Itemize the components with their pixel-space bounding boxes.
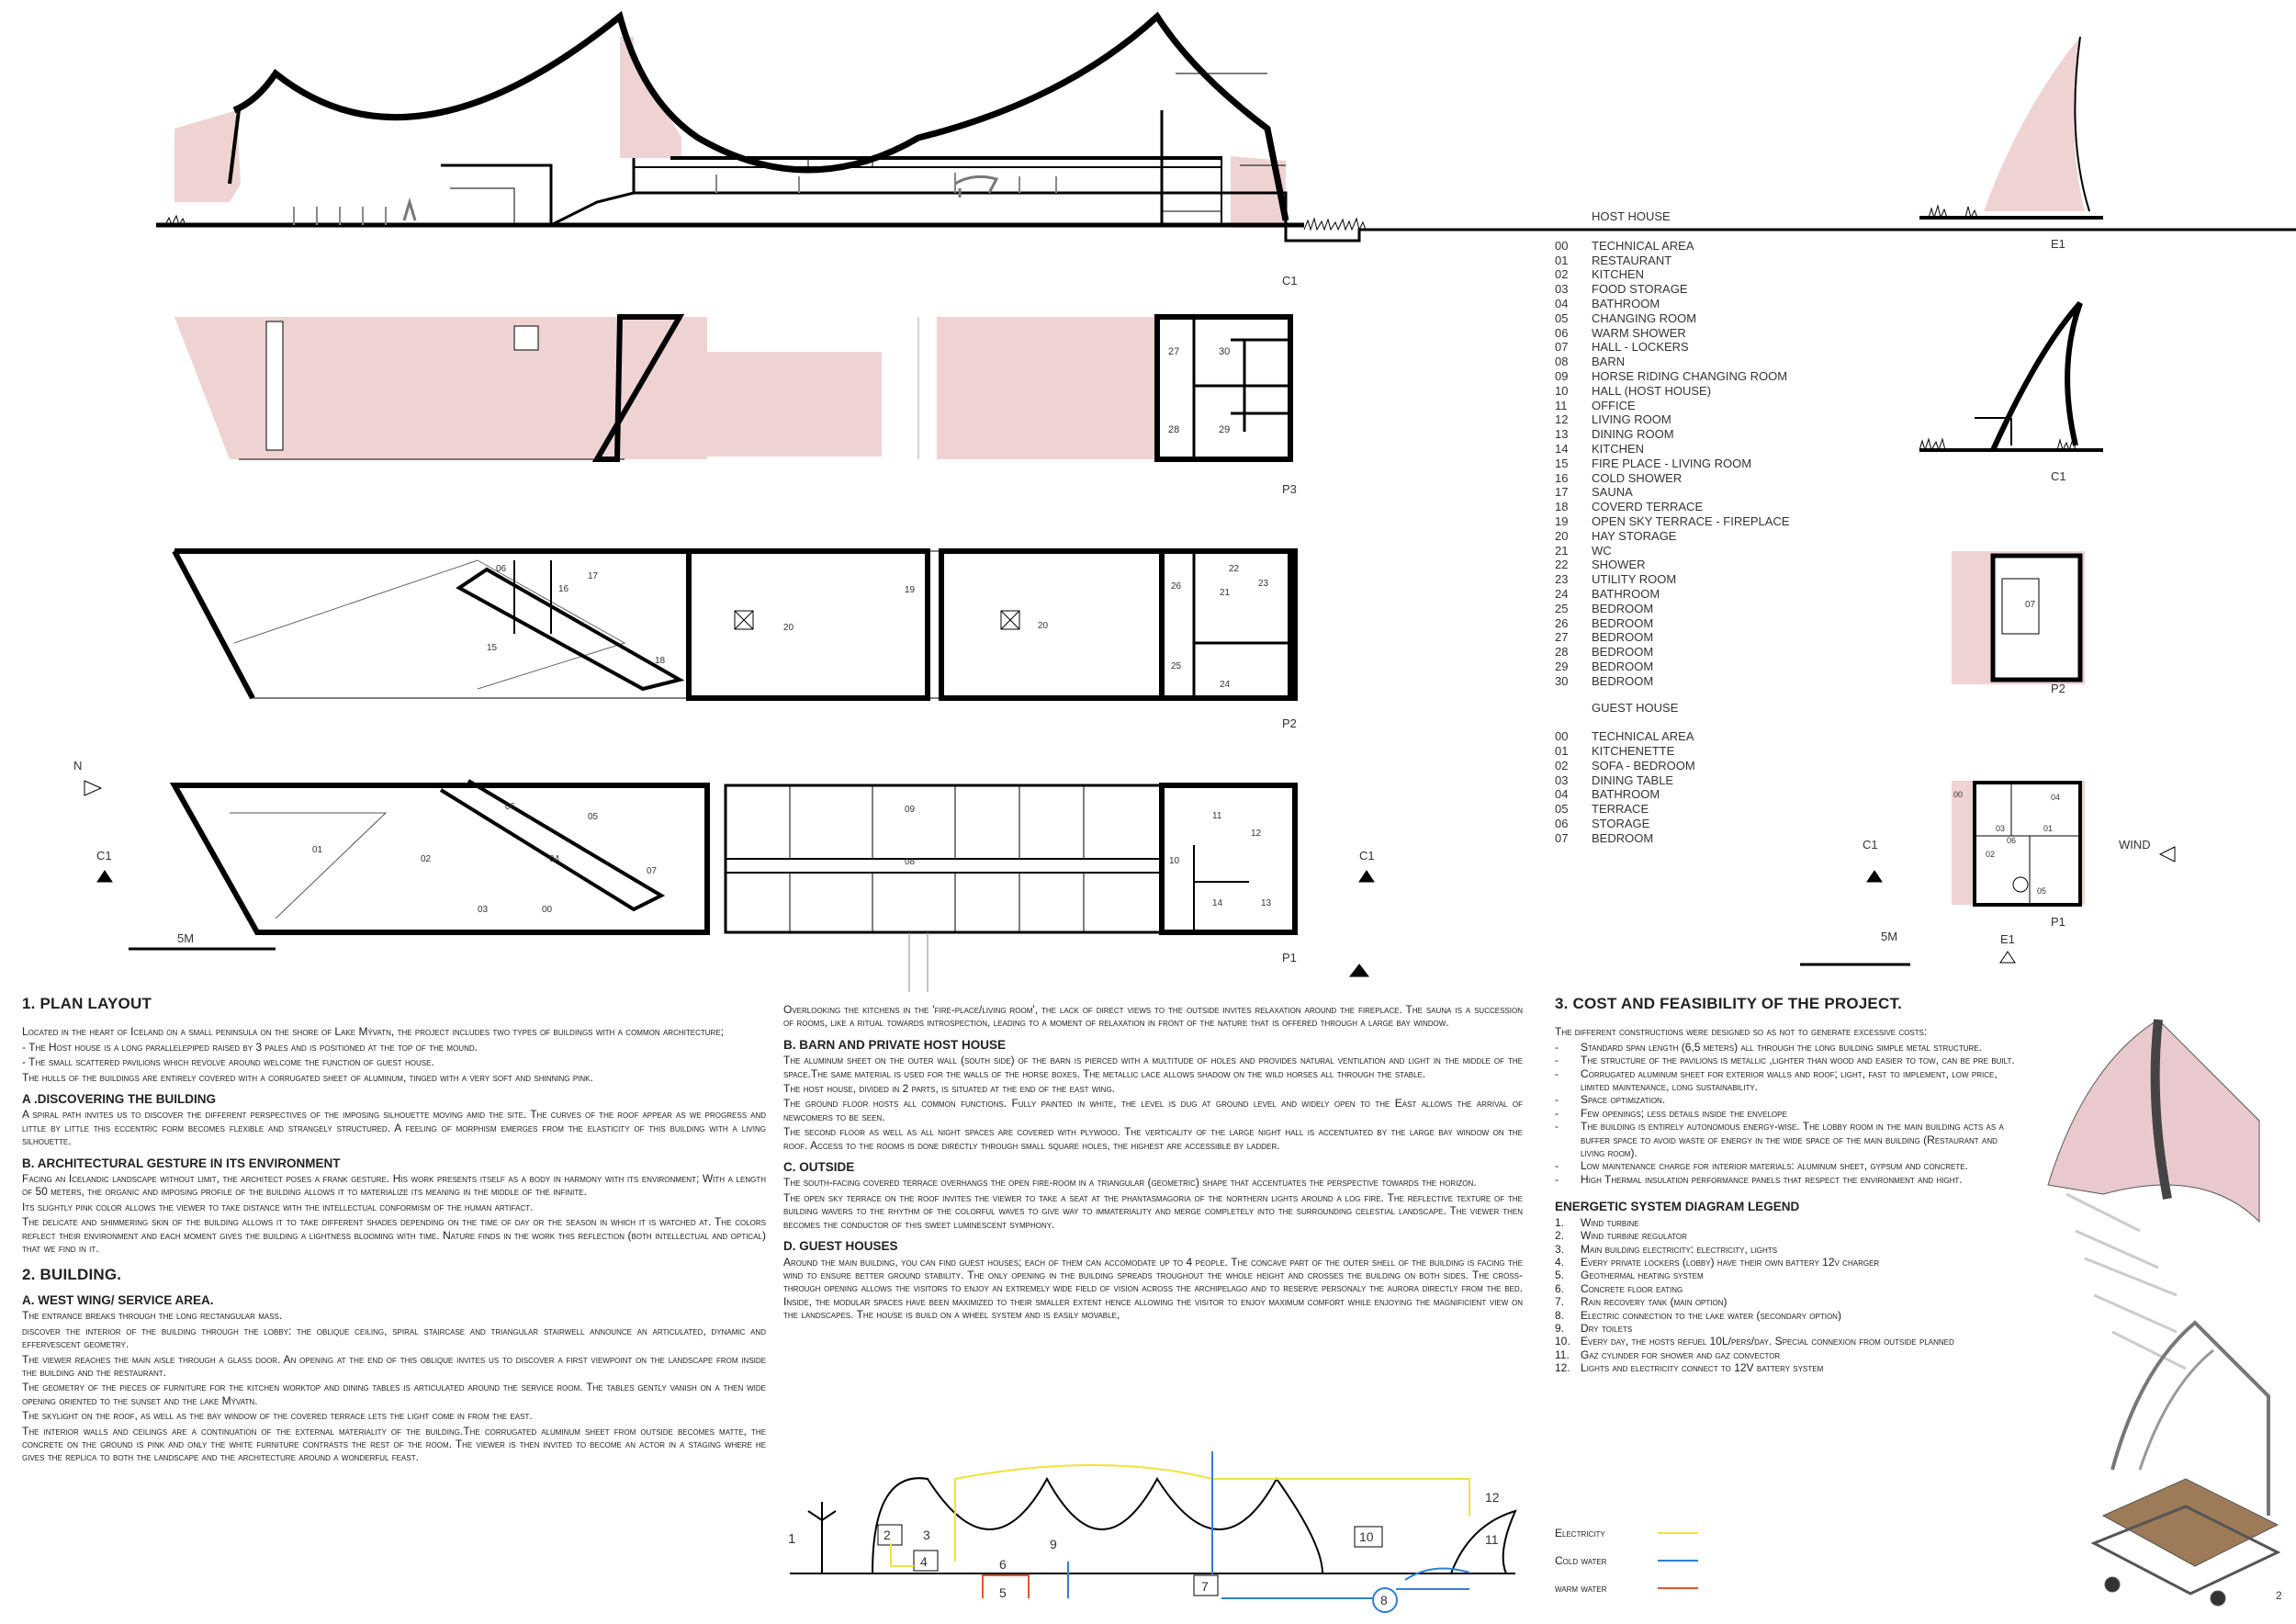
cut-right-label: C1	[1359, 849, 1375, 863]
room-19: 19	[905, 585, 916, 595]
room-16: 16	[558, 584, 569, 594]
bullet: -	[1555, 1172, 1559, 1186]
gesture-heading: B. ARCHITECTURAL GESTURE IN ITS ENVIRONMENT	[22, 1156, 341, 1170]
guest-room-number: 06	[1555, 817, 1569, 831]
guest-room-07: 07	[2025, 600, 2036, 610]
host-room-number: 12	[1555, 412, 1569, 427]
diagram-num-4: 4	[920, 1554, 928, 1569]
west-wing-text-3: The viewer reaches the main aisle through a glass door. An opening at the end of this oblique invites us to discover a first viewpoint on the landscape from inside the building and the restaurant.	[22, 1352, 766, 1379]
room-23: 23	[1258, 579, 1269, 589]
room-30: 30	[1219, 346, 1231, 357]
guest-house-title: GUEST HOUSE	[1592, 700, 1679, 715]
outside-heading: C. OUTSIDE	[783, 1160, 855, 1175]
host-room-number: 01	[1555, 253, 1569, 267]
diagram-num-7: 7	[1201, 1579, 1209, 1594]
room-27: 27	[1168, 346, 1180, 357]
plan-layout-p3: - The small scattered pavilions which revolve around welcome the function of guest house.	[22, 1055, 434, 1069]
diagram-num-5: 5	[999, 1585, 1007, 1600]
host-room-number: 04	[1555, 296, 1569, 310]
energy-item-text: Dry toilets	[1581, 1321, 1633, 1335]
energy-item-number: 12.	[1555, 1361, 1570, 1375]
cost-item-text: High Thermal insulation performance panels that respect the environment and hight.	[1581, 1172, 1963, 1186]
energy-item-text: Wind turbine regulator	[1581, 1229, 1687, 1243]
room-15: 15	[487, 643, 498, 653]
bullet: -	[1555, 1066, 1559, 1080]
guest-room-number: 02	[1555, 758, 1569, 773]
host-room-number: 19	[1555, 513, 1569, 528]
room-00: 00	[542, 905, 553, 915]
west-wing-text-2: discover the interior of the building through the lobby: the oblique ceiling, spiral staircase and triangular stairwell announce an articulated, dynamic and effervescent geometry.	[22, 1324, 766, 1351]
host-room-name: CHANGING ROOM	[1592, 310, 1697, 325]
guest-room-number: 03	[1555, 773, 1569, 787]
room-14: 14	[1212, 898, 1223, 908]
energy-item-text: Every private lockers (lobby) have their own battery 12v charger	[1581, 1255, 1880, 1269]
key-cold-label: Cold water	[1555, 1554, 1607, 1567]
cost-item-text: Standard span length (6,5 meters) all through the long building simple metal structure.	[1581, 1040, 1982, 1054]
host-room-number: 17	[1555, 485, 1569, 500]
host-room-number: 27	[1555, 630, 1569, 645]
room-25: 25	[1171, 661, 1182, 671]
energy-item-number: 4.	[1555, 1255, 1565, 1269]
host-room-name: BARN	[1592, 355, 1626, 369]
energy-item-number: 3.	[1555, 1242, 1565, 1256]
host-room-name: KITCHEN	[1592, 267, 1645, 282]
plan-p1-label: P1	[1282, 951, 1297, 964]
host-room-number: 11	[1555, 398, 1568, 412]
guest-room-name: TECHNICAL AREA	[1592, 729, 1694, 744]
guest-room-01: 01	[2043, 824, 2054, 833]
discovering-text: A spiral path invites us to discover the different perspectives of the imposing silhouette moving amid the site. The curves of the roof appear as we progress and little by little this eccentric form becomes flexible and strangely structured. A feeling of morphism emerges from the elasticity of this building with a living silhouette.	[22, 1108, 766, 1148]
guest-room-number: 05	[1555, 802, 1569, 817]
energy-item-number: 11.	[1555, 1348, 1570, 1361]
energy-item-text: Concrete floor eating	[1581, 1281, 1683, 1295]
key-warm-label: warm water	[1555, 1582, 1607, 1595]
energy-item-text: Every day, the hosts refuel 10L/pers/day. Special connexion from outside planned	[1581, 1335, 1954, 1348]
guest-p2-label: P2	[2051, 682, 2065, 695]
host-room-name: HAY STORAGE	[1592, 528, 1677, 543]
host-room-name: OPEN SKY TERRACE - FIREPLACE	[1592, 513, 1790, 528]
overlooking-text: Overlooking the kitchens in the 'fire-place/living room', the lack of direct views to the outside invites relaxation around the fireplace. The sauna is a succession of rooms, like a ritual towards introspection, leading to a moment of relaxation in front of the nature that is offered through a large bay window.	[783, 1003, 1523, 1030]
guest-room-name: STORAGE	[1592, 817, 1650, 831]
host-room-name: HALL - LOCKERS	[1592, 340, 1689, 355]
room-20b: 20	[1038, 621, 1049, 631]
host-room-name: TECHNICAL AREA	[1592, 238, 1694, 253]
key-electricity-label: Electricity	[1555, 1527, 1605, 1539]
room-29: 29	[1219, 424, 1231, 435]
room-26: 26	[1171, 581, 1182, 592]
room-17: 17	[588, 571, 599, 581]
guest-room-name: KITCHENETTE	[1592, 744, 1675, 759]
west-wing-heading: A. WEST WING/ SERVICE AREA.	[22, 1292, 214, 1307]
cost-item-text: Few openings; less details inside the envelope	[1581, 1106, 1787, 1120]
plan-layout-p2: - The Host house is a long parallelepiped raised by 3 pales and is positioned at the top of the mound.	[22, 1040, 478, 1054]
cost-intro: The different constructions were designed so as not to generate excessive costs:	[1555, 1025, 1928, 1039]
plan-layout-p1: Located in the heart of Iceland on a small peninsula on the shore of Lake Mývatn, the project includes two types of buildings with a common architecture;	[22, 1025, 724, 1039]
guest-room-number: 01	[1555, 744, 1569, 759]
building-heading: 2. BUILDING.	[22, 1265, 122, 1283]
host-room-number: 14	[1555, 441, 1569, 456]
room-07: 07	[647, 866, 658, 876]
guest-room-number: 07	[1555, 830, 1569, 845]
diagram-num-1: 1	[788, 1531, 796, 1547]
host-room-number: 15	[1555, 456, 1569, 470]
plan-p3-label: P3	[1282, 482, 1297, 496]
barn-text-4: The second floor as well as all night spaces are covered with plywood. The verticality of the large night hall is accentuated by the large bay window on the roof. Access to the rooms is done directly through small square holes, the highest are accessible by ladder.	[783, 1125, 1523, 1152]
host-room-number: 09	[1555, 368, 1569, 383]
room-12: 12	[1251, 829, 1262, 839]
guest-room-05: 05	[2037, 886, 2047, 896]
diagram-num-10: 10	[1359, 1529, 1374, 1544]
bullet: -	[1555, 1159, 1559, 1173]
host-room-name: SHOWER	[1592, 558, 1646, 572]
energy-item-text: Wind turbine	[1581, 1215, 1639, 1229]
guest-room-number: 04	[1555, 787, 1569, 802]
scale-left-label: 5M	[177, 931, 195, 945]
cost-item-text: Low maintenance charge for interior materials: aluminum sheet, gypsum and concrete.	[1581, 1159, 1968, 1173]
host-room-number: 05	[1555, 310, 1569, 325]
room-22: 22	[1229, 564, 1240, 574]
host-room-number: 26	[1555, 615, 1569, 630]
guest-room-number: 00	[1555, 729, 1569, 744]
room-11: 11	[1212, 811, 1222, 821]
host-room-name: WC	[1592, 543, 1612, 558]
host-room-number: 16	[1555, 470, 1569, 485]
diagram-num-8: 8	[1380, 1593, 1388, 1607]
host-room-name: FOOD STORAGE	[1592, 282, 1688, 297]
room-24: 24	[1220, 680, 1231, 690]
diagram-num-3: 3	[923, 1528, 930, 1542]
bullet: -	[1555, 1120, 1559, 1133]
room-05: 05	[588, 812, 599, 822]
host-room-name: BEDROOM	[1592, 673, 1654, 688]
guest-scale-label: 5M	[1881, 930, 1898, 943]
room-10: 10	[1169, 856, 1180, 866]
barn-text-2: The host house, divided in 2 parts, is situated at the end of the east wing.	[783, 1082, 1116, 1096]
host-room-name: SAUNA	[1592, 485, 1633, 500]
host-room-name: BEDROOM	[1592, 615, 1654, 630]
room-09: 09	[905, 805, 916, 815]
energy-heading: ENERGETIC SYSTEM DIAGRAM LEGEND	[1555, 1200, 1800, 1214]
guest-houses-heading: D. GUEST HOUSES	[783, 1239, 898, 1254]
outside-text-1: The south-facing covered terrace overhangs the open fire-room in a triangular (geometric) shape that accentuates the perspective towards the horizon.	[783, 1176, 1477, 1190]
energy-item-number: 10.	[1555, 1335, 1570, 1348]
host-room-name: WARM SHOWER	[1592, 325, 1686, 340]
west-wing-text-4: The geometry of the pieces of furniture for the kitchen worktop and dining tables is articulated around the service room. The tables gently vanish on a then wide opening oriented to the sunset and the lake Mývatn.	[22, 1381, 766, 1407]
host-room-name: BEDROOM	[1592, 630, 1654, 645]
diagram-num-2: 2	[884, 1528, 891, 1542]
host-room-number: 07	[1555, 340, 1569, 355]
energy-item-number: 7.	[1555, 1295, 1565, 1309]
guest-room-02: 02	[1986, 850, 1996, 859]
host-room-number: 06	[1555, 325, 1569, 340]
energy-item-number: 2.	[1555, 1229, 1565, 1243]
energy-item-number: 6.	[1555, 1281, 1565, 1295]
west-wing-text-5: The skylight on the roof, as well as the bay window of the covered terrace lets the light come in from the east.	[22, 1409, 533, 1423]
room-01: 01	[312, 845, 323, 855]
host-room-name: UTILITY ROOM	[1592, 572, 1677, 587]
guest-room-name: BEDROOM	[1592, 830, 1654, 845]
gesture-text-2: Its slightly pink color allows the viewer to take distance with the intellectual conformism of the human artifact.	[22, 1200, 534, 1213]
host-room-name: COLD SHOWER	[1592, 470, 1683, 485]
energy-item-text: Main building electricity: electricity, lights	[1581, 1242, 1778, 1256]
host-room-number: 08	[1555, 355, 1569, 369]
guest-room-03: 03	[1996, 824, 2006, 833]
room-03: 03	[478, 905, 489, 915]
room-13: 13	[1261, 898, 1272, 908]
host-room-name: BATHROOM	[1592, 586, 1660, 601]
energy-item-text: Geothermal heating system	[1581, 1269, 1704, 1282]
energy-item-text: Rain recovery tank (main option)	[1581, 1295, 1728, 1309]
guest-cut-label: C1	[1863, 838, 1878, 851]
host-room-number: 03	[1555, 282, 1569, 297]
guest-room-name: DINING TABLE	[1592, 773, 1674, 787]
host-room-name: DINING ROOM	[1592, 427, 1674, 442]
room-20a: 20	[783, 623, 794, 633]
plan-layout-p4: The hulls of the buildings are entirely covered with a corrugated sheet of aluminum, tinged with a very soft and shinning pink.	[22, 1070, 593, 1084]
host-room-name: BEDROOM	[1592, 645, 1654, 660]
diagram-num-9: 9	[1050, 1537, 1057, 1551]
gesture-text-3: The delicate and shimmering skin of the building allows it to take different shades depending on the time of day or the season in which it is watched at. The colors reflect their environment and each moment gives the building a lightness blooming with time. Nature finds in the work this reflection (both intellectual and optical) that we find in it.	[22, 1215, 766, 1256]
discovering-heading: A .DISCOVERING THE BUILDING	[22, 1092, 217, 1107]
host-room-number: 13	[1555, 427, 1569, 442]
host-room-name: BEDROOM	[1592, 659, 1654, 673]
barn-text-3: The ground floor hosts all common functions. Fully painted in white, the level is dug at ground level and widely open to the East allows the arrival of newcomers to be seen.	[783, 1097, 1523, 1123]
energy-item-number: 9.	[1555, 1321, 1565, 1335]
host-room-number: 18	[1555, 500, 1569, 514]
energy-item-number: 1.	[1555, 1215, 1565, 1229]
host-room-name: HALL (HOST HOUSE)	[1592, 383, 1712, 398]
room-21: 21	[1220, 588, 1231, 598]
guest-room-00: 00	[1953, 790, 1964, 799]
bullet: -	[1555, 1106, 1559, 1120]
section-c1-label: C1	[1282, 274, 1298, 288]
energy-item-text: Electric connection to the lake water (secondary option)	[1581, 1308, 1841, 1322]
guest-room-name: TERRACE	[1592, 802, 1649, 817]
host-room-name: KITCHEN	[1592, 441, 1645, 456]
room-08: 08	[905, 857, 916, 867]
bullet: -	[1555, 1054, 1559, 1067]
west-wing-text-1: The entrance breaks through the long rectangular mass.	[22, 1309, 283, 1323]
host-room-number: 21	[1555, 543, 1569, 558]
guest-room-name: SOFA - BEDROOM	[1592, 758, 1695, 773]
plan-p2-label: P2	[1282, 716, 1297, 730]
cost-item-text: Corrugated aluminum sheet for exterior walls and roof; light, fast to implement, low price, limited maintenance, long sustainability.	[1581, 1066, 1998, 1094]
host-house-title: HOST HOUSE	[1592, 209, 1671, 223]
plan-layout-heading: 1. PLAN LAYOUT	[22, 995, 152, 1012]
host-room-number: 10	[1555, 383, 1569, 398]
cost-item-text: The building is entirely autonomous energy-wise. The lobby room in the main building acts as a buffer space to avoid waste of energy in the wide space of the main building (Restaurant and living room).	[1581, 1120, 2004, 1160]
page-number: 2	[2276, 1589, 2282, 1602]
guest-room-06: 06	[2007, 836, 2017, 845]
diagram-num-12: 12	[1485, 1490, 1500, 1505]
host-room-number: 28	[1555, 645, 1569, 660]
barn-text-1: The aluminum sheet on the outer wall (south side) of the barn is pierced with a multitude of holes and provides natural ventilation and light in the middle of the space.The same material is used for the walls of the horse boxes. The metallic lace allows shadow on the wild horses all through the stable.	[783, 1054, 1523, 1080]
host-room-number: 02	[1555, 267, 1569, 282]
host-room-name: COVERD TERRACE	[1592, 500, 1704, 514]
outside-text-2: The open sky terrace on the roof invites the viewer to take a seat at the phantasmagoria of the northern lights around a log fire. The reflective texture of the building wavers to the rhythm of the colorful waves to give way to immateriality and merge completely into the surrounding celestial landscape. The viewer then becomes the conductor of this sweet luminescent symphony.	[783, 1190, 1523, 1231]
host-room-name: HORSE RIDING CHANGING ROOM	[1592, 368, 1788, 383]
room-06-p1: 06	[505, 802, 516, 812]
guest-e1-label: E1	[2051, 237, 2065, 251]
host-room-number: 25	[1555, 601, 1569, 615]
guest-c1-label: C1	[2051, 469, 2066, 483]
diagram-num-11: 11	[1485, 1532, 1499, 1547]
host-room-number: 23	[1555, 572, 1569, 587]
host-room-name: LIVING ROOM	[1592, 412, 1671, 427]
cost-item-text: Space optimization.	[1581, 1093, 1666, 1107]
west-wing-text-6: The interior walls and ceilings are a continuation of the external materiality of the building.The corrugated aluminum sheet from outside becomes matte, the concrete on the ground is pink and only the white furniture contrasts the rest of the room. The viewer is then invited to become an actor in a staging where he gives the replica to both the landscape and the architecture around a wonderful feast.	[22, 1424, 766, 1464]
bullet: -	[1555, 1093, 1559, 1107]
room-02: 02	[421, 854, 432, 864]
room-06: 06	[496, 564, 507, 574]
guest-room-04: 04	[2051, 793, 2061, 802]
energy-item-text: Lights and electricity connect to 12V battery system	[1581, 1361, 1824, 1375]
host-room-name: BEDROOM	[1592, 601, 1654, 615]
barn-heading: B. BARN AND PRIVATE HOST HOUSE	[783, 1037, 1007, 1052]
cost-heading: 3. COST AND FEASIBILITY OF THE PROJECT.	[1555, 995, 1903, 1012]
diagram-num-6: 6	[999, 1557, 1007, 1572]
host-room-number: 30	[1555, 673, 1569, 688]
host-room-number: 22	[1555, 558, 1569, 572]
host-room-name: FIRE PLACE - LIVING ROOM	[1592, 456, 1752, 470]
guest-e1-marker: E1	[2000, 932, 2015, 946]
guest-houses-text: Around the main building, you can find guest houses; each of them can accomodate up to 4 people. The concave part of the outer shell of the building is facing the wind to ensure better ground stability. The only opening in the building spreads troughout the whole height and crosses the building on both sides. The cross-through opening allows the visitors to enjoy an extremely wide field of vision across the archipelago and to reserve personaly the aurora directly from the bed. Inside, the modular spaces have been maximized to their smaller extent hence allowing the visitor to enjoy maximum comfort while enjoying the magnificient view on the landscapes. The house is build on a wheel system and is easily movable,	[783, 1255, 1523, 1322]
room-28: 28	[1168, 424, 1180, 435]
energy-item-number: 8.	[1555, 1308, 1565, 1322]
bullet: -	[1555, 1040, 1559, 1054]
host-room-name: RESTAURANT	[1592, 253, 1672, 267]
host-room-number: 24	[1555, 586, 1569, 601]
cost-item-text: The structure of the pavilions is metallic ,lighter than wood and easier to tow, can be pre built.	[1581, 1054, 2015, 1067]
room-18: 18	[655, 656, 666, 666]
host-room-name: OFFICE	[1592, 398, 1636, 412]
cut-left-label: C1	[96, 849, 112, 863]
host-room-number: 20	[1555, 528, 1569, 543]
host-room-name: BATHROOM	[1592, 296, 1660, 310]
energy-item-number: 5.	[1555, 1269, 1565, 1282]
guest-p1-label: P1	[2051, 915, 2065, 929]
energy-item-text: Gaz cylinder for shower and gaz convector	[1581, 1348, 1781, 1361]
host-room-number: 00	[1555, 238, 1569, 253]
north-label: N	[73, 759, 83, 773]
wind-label: WIND	[2119, 838, 2151, 851]
guest-room-name: BATHROOM	[1592, 787, 1660, 802]
gesture-text-1: Facing an Icelandic landscape without limit, the architect poses a frank gesture. His work presents itself as a body in harmony with its environment; With a length of 50 meters, the organic and imposing profile of the building allows it to materialize its meaning in the middle of the infinite.	[22, 1172, 766, 1199]
host-room-number: 29	[1555, 659, 1569, 673]
room-04: 04	[549, 854, 560, 864]
